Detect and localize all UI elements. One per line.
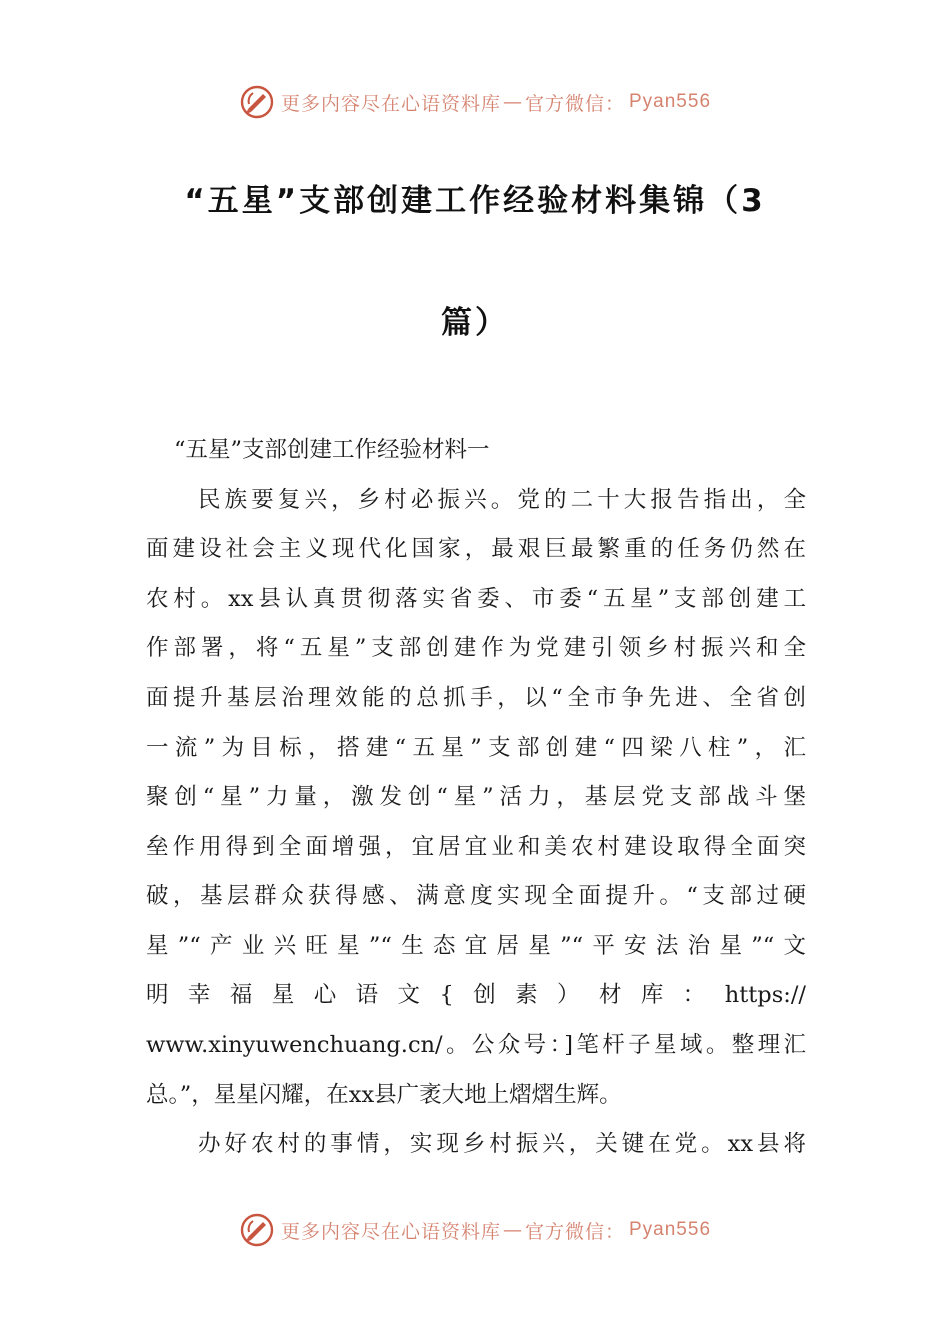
paragraph-line: 办好农村的事情，实现乡村振兴，关键在党。xx县将 <box>198 1131 806 1157</box>
paragraph-line: 垒作用得到全面增强，宜居宜业和美农村建设取得全面突 <box>146 834 806 860</box>
section-heading: “五星”支部创建工作经验材料一 <box>174 437 490 463</box>
brand-text: 更多内容尽在心语资料库 <box>280 92 501 115</box>
paragraph-line: 聚创“星”力量，激发创“星”活力，基层党支部战斗堡 <box>146 784 806 810</box>
paragraph-line: 破，基层群众获得感、满意度实现全面提升。“支部过硬 <box>146 883 806 909</box>
paragraph-line: 一流”为目标，搭建“五星”支部创建“四梁八柱”，汇 <box>146 735 806 761</box>
official-wechat-label: 官方微信： <box>524 92 625 115</box>
paragraph-line: 面建设社会主义现代化国家，最艰巨最繁重的任务仍然在 <box>146 536 806 562</box>
banner-separator: — <box>502 1219 523 1241</box>
header-watermark-banner <box>0 82 950 122</box>
document-title-line-1: “五星”支部创建工作经验材料集锦（3 <box>184 183 766 219</box>
official-wechat-label: 官方微信： <box>524 1220 625 1243</box>
paragraph-line: 农村。xx县认真贯彻落实省委、市委“五星”支部创建工 <box>146 586 806 612</box>
paragraph-line: www.xinyuwenchuang.cn/。公众号：]笔杆子星域。整理汇 <box>146 1032 806 1058</box>
paragraph-line: 星”“产业兴旺星”“生态宜居星”“平安法治星”“文 <box>146 933 806 959</box>
wechat-id: Pyan556 <box>629 1219 712 1240</box>
document-title-line-2: 篇） <box>441 305 509 341</box>
footer-watermark-banner <box>0 1210 950 1250</box>
paragraph-line: 面提升基层治理效能的总抓手，以“全市争先进、全省创 <box>146 685 806 711</box>
pen-logo-icon <box>239 1212 275 1248</box>
paragraph-line: 作部署，将“五星”支部创建作为党建引领乡村振兴和全 <box>146 635 806 661</box>
paragraph-line: 明幸福星心语文{创素）材库：https:// <box>146 982 806 1008</box>
brand-text: 更多内容尽在心语资料库 <box>280 1220 501 1243</box>
banner-separator: — <box>502 91 523 113</box>
paragraph-line: 总。”，星星闪耀，在xx县广袤大地上熠熠生辉。 <box>146 1082 622 1108</box>
paragraph-line: 民族要复兴，乡村必振兴。党的二十大报告指出，全 <box>198 487 806 513</box>
pen-logo-icon <box>239 84 275 120</box>
wechat-id: Pyan556 <box>629 91 712 112</box>
